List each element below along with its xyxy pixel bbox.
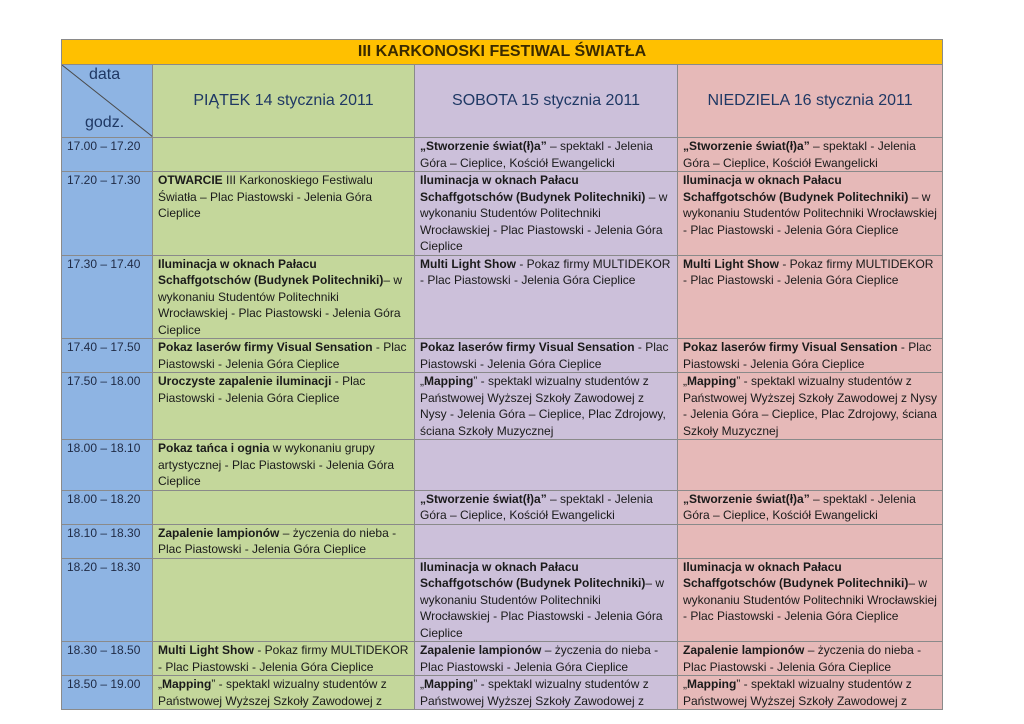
sunday-cell [678,373,943,440]
time-cell: 18.10 – 18.30 [62,524,153,558]
event-title: Multi Light Show [683,256,779,271]
schedule-table [61,39,943,710]
event-text: - Plac Piastowski - Jelenia Góra Cieplice [158,374,366,405]
event-text: - Plac Piastowski - Jelenia Góra Cieplice [683,340,932,371]
event-text: - Pokaz firmy MULTIDEKOR - Plac Piastowski - Jelenia Góra Cieplice [420,256,671,287]
schedule-row [62,255,943,339]
friday-cell [153,642,415,676]
event-text: – życzenia do nieba - Plac Piastowski - Jelenia Góra Cieplice [158,525,397,556]
event-title: Iluminacja w oknach Pałacu Schaffgotschów (Budynek Politechniki) [420,173,646,204]
title-row [62,40,943,65]
event-text: – spektakl - Jelenia Góra – Cieplice, Kościół Ewangelicki [683,491,916,522]
sunday-cell [678,339,943,373]
event-text: – w wykonaniu Studentów Politechniki Wrocławskiej - Plac Piastowski - Jelenia Góra Cieplice [683,189,937,237]
saturday-cell [415,558,678,642]
event-title: Iluminacja w oknach Pałacu Schaffgotschów (Budynek Politechniki) [683,559,909,590]
sunday-cell [678,642,943,676]
event-title: Zapalenie lampionów [158,525,280,540]
event-title: Iluminacja w oknach Pałacu Schaffgotschów (Budynek Politechniki) [683,173,909,204]
friday-cell [153,676,415,710]
event-text: - Pokaz firmy MULTIDEKOR - Plac Piastowski - Jelenia Góra Cieplice [158,643,409,674]
sunday-cell [678,172,943,256]
event-text: ” - spektakl wizualny studentów z Państwowej Wyższej Szkoły Zawodowej z [683,677,912,708]
time-cell: 17.00 – 17.20 [62,138,153,172]
event-title: „Stworzenie świat(ł)a” [683,491,810,506]
event-text: w wykonaniu grupy artystycznej - Plac Piastowski - Jelenia Góra Cieplice [158,441,395,488]
event-title: Mapping [424,374,474,388]
saturday-cell [415,255,678,339]
day-header-friday: PIĄTEK 14 stycznia 2011 [153,65,415,138]
time-cell: 17.50 – 18.00 [62,373,153,440]
event-text: ” - spektakl wizualny studentów z Państwowej Wyższej Szkoły Zawodowej z [420,677,649,708]
event-title: Multi Light Show [158,643,254,657]
saturday-cell [415,138,678,172]
event-title: „Stworzenie świat(ł)a” [420,139,547,153]
event-text: – w wykonaniu Studentów Politechniki Wrocławskiej - Plac Piastowski - Jelenia Góra Cieplice [420,576,665,640]
sunday-cell [678,676,943,710]
event-text: – życzenia do nieba - Plac Piastowski - Jelenia Góra Cieplice [683,643,922,674]
event-title: OTWARCIE [158,173,223,187]
event-text: „ [158,677,162,691]
saturday-cell [415,676,678,710]
event-title: Mapping [687,677,737,691]
event-title: Pokaz laserów firmy Visual Sensation [683,340,898,354]
saturday-cell [415,642,678,676]
saturday-cell [415,172,678,256]
schedule-row [62,558,943,642]
schedule-row [62,373,943,440]
event-title: Iluminacja w oknach Pałacu Schaffgotschów (Budynek Politechniki) [158,256,384,287]
friday-cell [153,524,415,558]
corner-label-hour: godz. [85,114,125,131]
event-title: Pokaz tańca i ognia [158,441,270,455]
time-cell: 18.00 – 18.20 [62,490,153,524]
event-text: ” - spektakl wizualny studentów z Państwowej Wyższej Szkoły Zawodowej z Nysy - Jelenia Góra – Cieplice, Plac Zdrojowy, ściana Szkoły Muzycznej [683,374,937,438]
time-cell: 17.20 – 17.30 [62,172,153,256]
event-text: - Pokaz firmy MULTIDEKOR - Plac Piastowski - Jelenia Góra Cieplice [683,256,934,287]
event-text: „ [683,374,687,388]
corner-label-date: data [89,66,121,83]
event-text: ” - spektakl wizualny studentów z Państwowej Wyższej Szkoły Zawodowej z [158,677,387,708]
schedule-row [62,490,943,524]
event-text: – spektakl - Jelenia Góra – Cieplice, Kościół Ewangelicki [420,491,653,522]
event-text: – życzenia do nieba - Plac Piastowski - Jelenia Góra Cieplice [420,643,659,674]
event-text: „ [420,374,424,388]
time-cell: 17.40 – 17.50 [62,339,153,373]
friday-cell [153,440,415,491]
schedule-row [62,172,943,256]
friday-cell [153,255,415,339]
sunday-cell [678,255,943,339]
friday-cell [153,373,415,440]
event-title: Mapping [162,677,212,691]
saturday-cell [415,373,678,440]
event-text: – spektakl - Jelenia Góra – Cieplice, Kościół Ewangelicki [683,139,916,170]
event-title: Mapping [424,677,474,691]
friday-cell [153,138,415,172]
event-text: „ [683,677,687,691]
time-cell: 18.50 – 19.00 [62,676,153,710]
sunday-cell [678,440,943,491]
saturday-cell [415,490,678,524]
schedule-body [62,138,943,710]
event-title: Pokaz laserów firmy Visual Sensation [420,340,635,354]
time-cell: 17.30 – 17.40 [62,255,153,339]
schedule-row [62,524,943,558]
time-cell: 18.00 – 18.10 [62,440,153,491]
header-row [62,65,943,138]
festival-title: III KARKONOSKI FESTIWAL ŚWIATŁA [62,40,943,65]
sunday-cell [678,558,943,642]
friday-cell [153,339,415,373]
event-text: III Karkonoskiego Festiwalu Światła – Plac Piastowski - Jelenia Góra Cieplice [158,173,373,220]
sunday-cell [678,524,943,558]
event-title: Mapping [687,374,737,388]
event-text: „ [420,677,424,691]
event-text: – w wykonaniu Studentów Politechniki Wrocławskiej - Plac Piastowski - Jelenia Góra Cieplice [683,576,937,623]
event-title: Zapalenie lampionów [683,643,805,657]
corner-header-cell [62,65,153,138]
friday-cell [153,172,415,256]
friday-cell [153,558,415,642]
schedule-row [62,440,943,491]
event-text: – w wykonaniu Studentów Politechniki Wrocławskiej - Plac Piastowski - Jelenia Góra Cieplice [420,189,668,253]
event-text: – w wykonaniu Studentów Politechniki Wrocławskiej - Plac Piastowski - Jelenia Góra Cieplice [158,273,403,337]
sunday-cell [678,138,943,172]
event-title: Zapalenie lampionów [420,643,542,657]
event-title: Pokaz laserów firmy Visual Sensation [158,340,373,354]
event-title: Iluminacja w oknach Pałacu Schaffgotschów (Budynek Politechniki) [420,559,646,590]
schedule-row [62,676,943,710]
event-text: – spektakl - Jelenia Góra – Cieplice, Kościół Ewangelicki [420,139,653,170]
time-cell: 18.30 – 18.50 [62,642,153,676]
schedule-row [62,642,943,676]
event-title: Multi Light Show [420,256,516,271]
event-title: „Stworzenie świat(ł)a” [683,139,810,153]
saturday-cell [415,440,678,491]
day-header-sunday: NIEDZIELA 16 stycznia 2011 [678,65,943,138]
event-title: Uroczyste zapalenie iluminacji [158,374,332,388]
event-title: „Stworzenie świat(ł)a” [420,491,547,506]
schedule-row [62,339,943,373]
event-text: - Plac Piastowski - Jelenia Góra Cieplice [420,340,669,371]
day-header-saturday: SOBOTA 15 stycznia 2011 [415,65,678,138]
schedule-row [62,138,943,172]
saturday-cell [415,339,678,373]
time-cell: 18.20 – 18.30 [62,558,153,642]
event-text: ” - spektakl wizualny studentów z Państwowej Wyższej Szkoły Zawodowej z Nysy - Jelenia Góra – Cieplice, Plac Zdrojowy, ściana Szkoły Muzycznej [420,374,666,438]
saturday-cell [415,524,678,558]
sunday-cell [678,490,943,524]
event-text: - Plac Piastowski - Jelenia Góra Cieplice [158,340,407,371]
friday-cell [153,490,415,524]
